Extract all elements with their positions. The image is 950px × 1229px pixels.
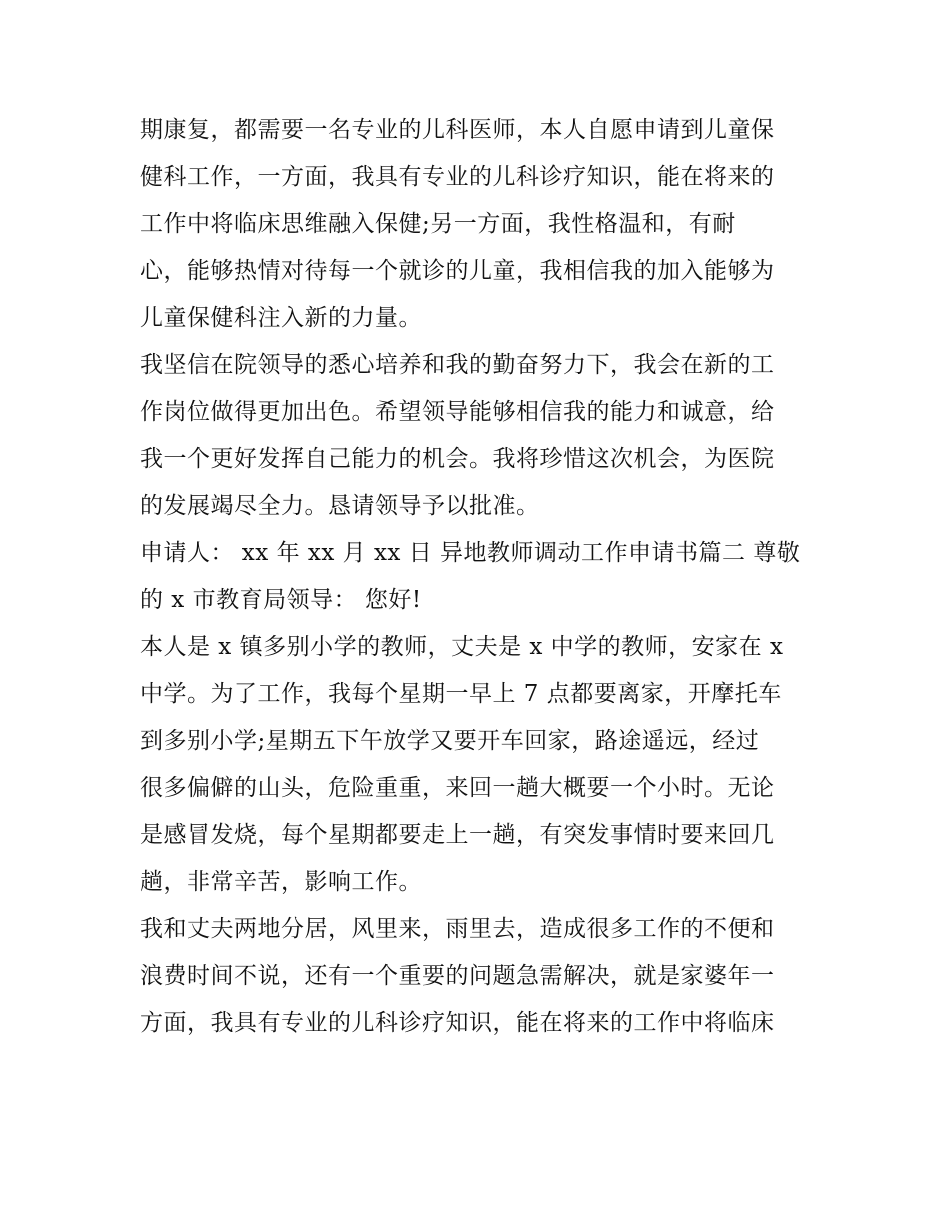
text-line: 儿童保健科注入新的力量。 — [140, 305, 422, 331]
text-line: 作岗位做得更加出色。希望领导能够相信我的能力和诚意，给 — [140, 399, 775, 425]
text-line: 到多别小学;星期五下午放学又要开车回家，路途遥远，经过 — [140, 728, 760, 754]
text-line: 我坚信在院领导的悉心培养和我的勤奋努力下，我会在新的工 — [140, 352, 775, 378]
text-line: 中学。为了工作，我每个星期一早上 7 点都要离家，开摩托车 — [140, 681, 782, 707]
text-line: 申请人： xx 年 xx 月 xx 日 异地教师调动工作申请书篇二 尊敬 — [140, 540, 801, 566]
text-line: 我和丈夫两地分居，风里来，雨里去，造成很多工作的不便和 — [140, 916, 775, 942]
text-line: 工作中将临床思维融入保健;另一方面，我性格温和，有耐 — [140, 211, 736, 237]
text-line: 我一个更好发挥自己能力的机会。我将珍惜这次机会，为医院 — [140, 446, 775, 472]
text-line: 方面，我具有专业的儿科诊疗知识，能在将来的工作中将临床 — [140, 1010, 775, 1036]
text-line: 本人是 x 镇多别小学的教师，丈夫是 x 中学的教师，安家在 x — [140, 634, 784, 660]
text-line: 的发展竭尽全力。恳请领导予以批准。 — [140, 493, 540, 519]
document-body — [140, 107, 820, 1047]
text-line: 趟，非常辛苦，影响工作。 — [140, 869, 422, 895]
text-line: 期康复，都需要一名专业的儿科医师，本人自愿申请到儿童保 — [140, 117, 775, 143]
text-line: 心，能够热情对待每一个就诊的儿童，我相信我的加入能够为 — [140, 258, 775, 284]
text-line: 浪费时间不说，还有一个重要的问题急需解决，就是家婆年一 — [140, 963, 775, 989]
text-line: 很多偏僻的山头，危险重重，来回一趟大概要一个小时。无论 — [140, 775, 775, 801]
text-line: 的 x 市教育局领导： 您好! — [140, 587, 422, 613]
text-line: 健科工作，一方面，我具有专业的儿科诊疗知识，能在将来的 — [140, 164, 775, 190]
text-line: 是感冒发烧，每个星期都要走上一趟，有突发事情时要来回几 — [140, 822, 775, 848]
